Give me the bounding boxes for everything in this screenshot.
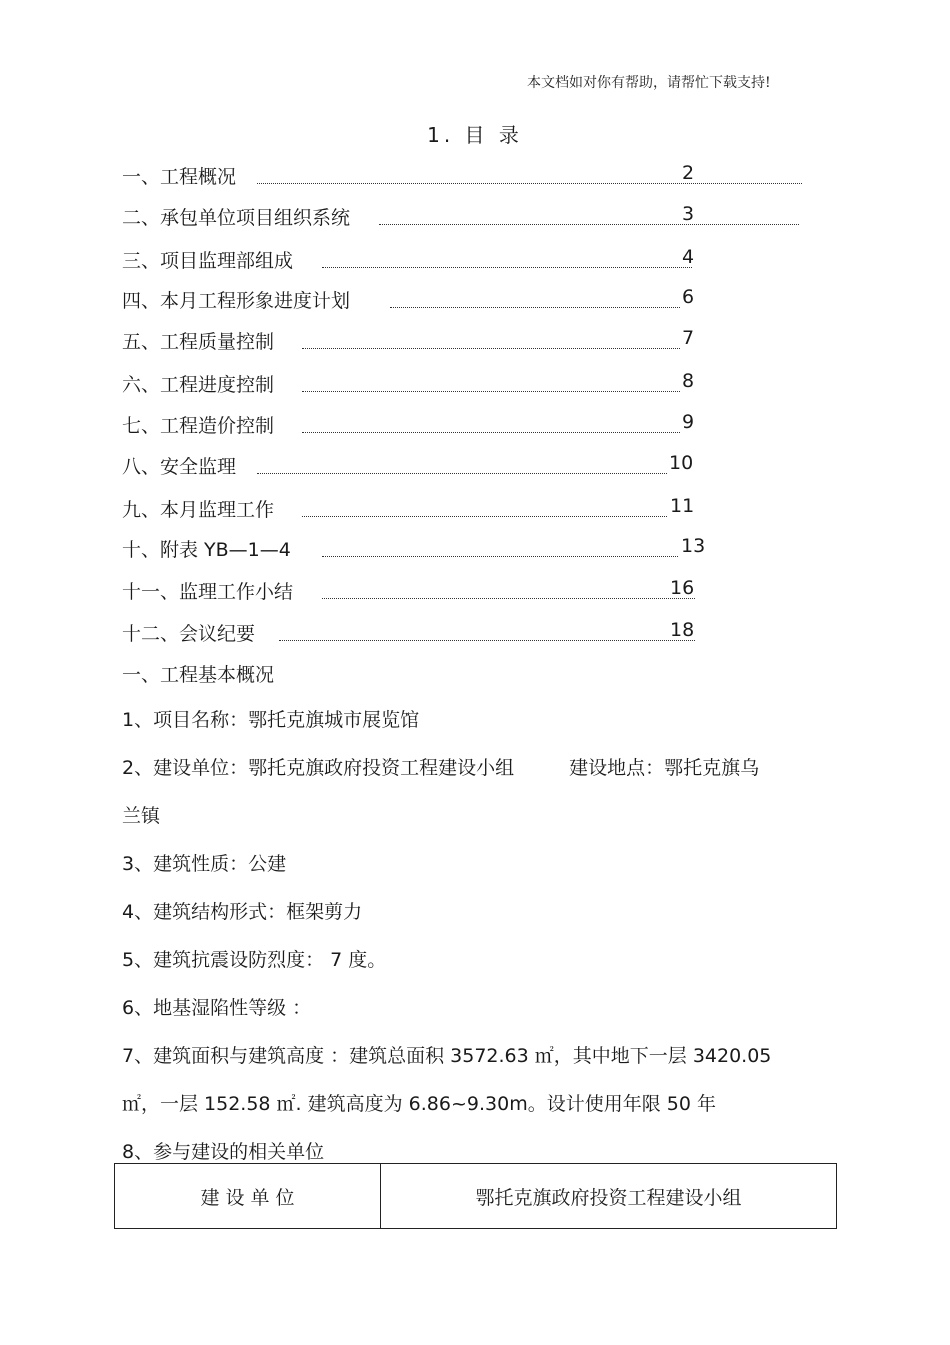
toc-item-page: 9	[682, 411, 695, 433]
area-height-line-1: 7、建筑面积与建筑高度 ：建筑总面积 3572.63 ㎡，其中地下一层 3420.05	[122, 1045, 772, 1067]
toc-leader-dots	[302, 370, 680, 392]
toc-item-label: 七、工程造价控制	[122, 415, 275, 437]
toc-leader-dots	[302, 327, 680, 349]
toc-item-page: 13	[681, 535, 706, 557]
structure-form: 4、建筑结构形式：框架剪力	[122, 901, 363, 923]
toc-item-label: 九、本月监理工作	[122, 499, 275, 521]
toc-leader-dots	[257, 452, 667, 474]
toc-item-page: 7	[682, 327, 695, 349]
toc-item	[122, 577, 707, 605]
construction-site-cont: 兰镇	[122, 805, 161, 827]
toc-leader-dots	[302, 495, 667, 517]
toc-leader-dots	[279, 619, 695, 641]
toc-item	[122, 203, 697, 231]
toc-item	[122, 495, 697, 523]
toc-leader-dots	[302, 411, 680, 433]
table-row	[115, 1164, 837, 1229]
collapsibility-grade: 6、地基湿陷性等级 ：	[122, 997, 312, 1019]
toc-item	[122, 327, 697, 355]
toc-leader-dots	[322, 535, 678, 557]
toc-item-label: 五、工程质量控制	[122, 331, 275, 353]
toc-item	[122, 286, 697, 314]
toc-leader-dots	[390, 286, 680, 308]
toc-item-label: 十二、会议纪要	[122, 623, 256, 645]
toc-item-label: 一、工程概况	[122, 166, 237, 188]
toc-item	[122, 535, 707, 563]
toc-item-page: 8	[682, 370, 695, 392]
toc-leader-dots	[257, 162, 802, 184]
toc-item	[122, 411, 697, 439]
project-name: 1、项目名称：鄂托克旗城市展览馆	[122, 709, 420, 731]
toc-item-label: 二、承包单位项目组织系统	[122, 207, 351, 229]
toc-item-label: 六、工程进度控制	[122, 374, 275, 396]
toc-leader-dots	[322, 246, 695, 268]
toc-item-page: 10	[669, 452, 694, 474]
toc-item-page: 2	[682, 162, 695, 184]
overview-heading: 一、工程基本概况	[122, 664, 275, 686]
toc-item-page: 16	[670, 577, 695, 599]
toc-item-label: 三、项目监理部组成	[122, 250, 294, 272]
toc-item-label: 十一、监理工作小结	[122, 581, 294, 603]
toc-item	[122, 162, 697, 190]
related-units-table	[114, 1163, 837, 1229]
toc-leader-dots	[379, 203, 799, 225]
toc-item-page: 11	[670, 495, 695, 517]
construction-unit	[122, 753, 759, 780]
toc-item	[122, 370, 697, 398]
related-units-heading: 8、参与建设的相关单位	[122, 1141, 325, 1163]
toc-item-page: 3	[682, 203, 695, 225]
toc-item-page: 6	[682, 286, 695, 308]
toc-item-label: 十、附表 YB—1—4	[122, 539, 291, 561]
unit-name-cell: 鄂托克旗政府投资工程建设小组	[381, 1164, 837, 1229]
seismic-intensity: 5、建筑抗震设防烈度： 7 度。	[122, 949, 387, 971]
unit-role-cell: 建 设 单 位	[115, 1164, 381, 1229]
construction-unit-text: 2、建设单位：鄂托克旗政府投资工程建设小组	[122, 757, 515, 779]
toc-item-page: 4	[682, 246, 695, 268]
construction-site-text: 建设地点：鄂托克旗乌	[569, 757, 760, 779]
toc-item	[122, 246, 697, 274]
building-nature: 3、建筑性质：公建	[122, 853, 287, 875]
toc-item	[122, 452, 697, 480]
header-note: 本文档如对你有帮助，请帮忙下载支持!	[527, 75, 771, 91]
toc-item-label: 八、安全监理	[122, 456, 237, 478]
area-height-line-2: ㎡，一层 152.58 ㎡. 建筑高度为 6.86~9.30m。设计使用年限 50 年	[122, 1093, 716, 1115]
toc-item-page: 18	[670, 619, 695, 641]
toc-title: 1. 目 录	[427, 123, 523, 147]
toc-item-label: 四、本月工程形象进度计划	[122, 290, 351, 312]
toc-item	[122, 619, 707, 647]
toc-leader-dots	[322, 577, 695, 599]
